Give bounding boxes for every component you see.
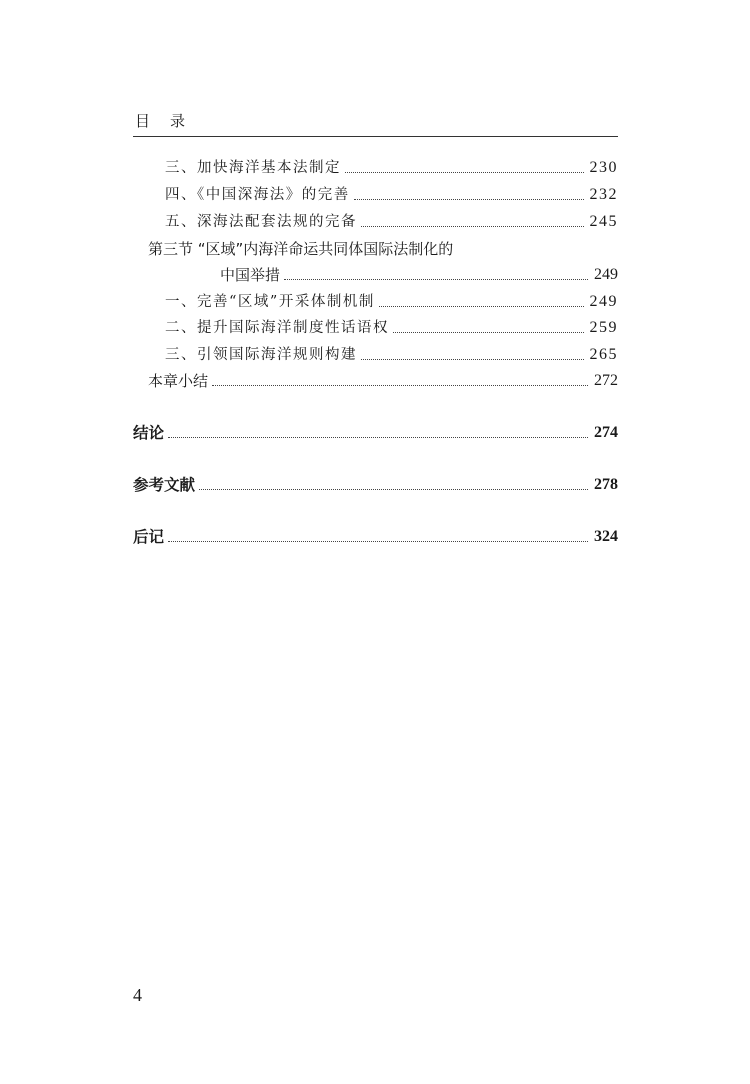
toc-entry-page: 249 [594, 266, 618, 283]
toc-entry-page: 259 [589, 319, 618, 336]
toc-entry-page: 324 [594, 528, 618, 545]
toc-entry-page: 278 [594, 476, 618, 493]
toc-entry-label: 四、《中国深海法》的完善 [165, 187, 350, 203]
toc-entry[interactable] [133, 422, 618, 444]
toc-entry[interactable] [165, 211, 618, 233]
toc-entry-page: 272 [594, 372, 618, 389]
toc-entry-label: 三、引领国际海洋规则构建 [165, 347, 357, 363]
toc-entry-page: 249 [589, 293, 618, 310]
toc-section-title-line1: 第三节 “区域”内海洋命运共同体国际法制化的 [148, 240, 454, 258]
dot-leader [284, 279, 588, 280]
dot-leader [354, 199, 584, 200]
dot-leader [361, 359, 584, 360]
toc-entry-label: 一、完善“区域”开采体制机制 [165, 294, 375, 310]
toc-entry-page: 265 [589, 346, 618, 363]
toc-entry[interactable] [165, 184, 618, 206]
toc-entry-label: 参考文献 [133, 476, 196, 494]
header-title: 目录 [135, 112, 206, 130]
dot-leader [199, 489, 588, 490]
toc-entry[interactable] [165, 317, 618, 339]
dot-leader [345, 172, 584, 173]
toc-entry-page: 274 [594, 424, 618, 441]
toc-entry-label: 三、加快海洋基本法制定 [165, 160, 341, 176]
dot-leader [361, 226, 584, 227]
toc-entry-label: 二、提升国际海洋制度性话语权 [165, 320, 389, 336]
toc-entry-page: 232 [589, 186, 618, 203]
dot-leader [379, 306, 584, 307]
toc-entry-label: 五、深海法配套法规的完备 [165, 214, 357, 230]
toc-entry[interactable] [165, 291, 618, 313]
toc-entry-label: 本章小结 [148, 372, 209, 390]
page-number: 4 [133, 985, 142, 1005]
toc-entry-page: 230 [589, 159, 618, 176]
toc-entry-label: 结论 [133, 424, 165, 442]
running-header [133, 108, 618, 137]
dot-leader [168, 541, 588, 542]
dot-leader [168, 437, 588, 438]
dot-leader [393, 332, 584, 333]
toc-entry[interactable] [148, 370, 618, 392]
toc-entry[interactable] [165, 157, 618, 179]
toc-entry-label: 中国举措 [220, 266, 281, 284]
toc-entry-label: 后记 [133, 528, 165, 546]
toc-entry[interactable] [165, 344, 618, 366]
dot-leader [212, 385, 588, 386]
toc-entry[interactable] [133, 474, 618, 496]
toc-entry[interactable] [220, 264, 618, 286]
toc-entry-page: 245 [589, 213, 618, 230]
toc-entry[interactable] [133, 526, 618, 548]
